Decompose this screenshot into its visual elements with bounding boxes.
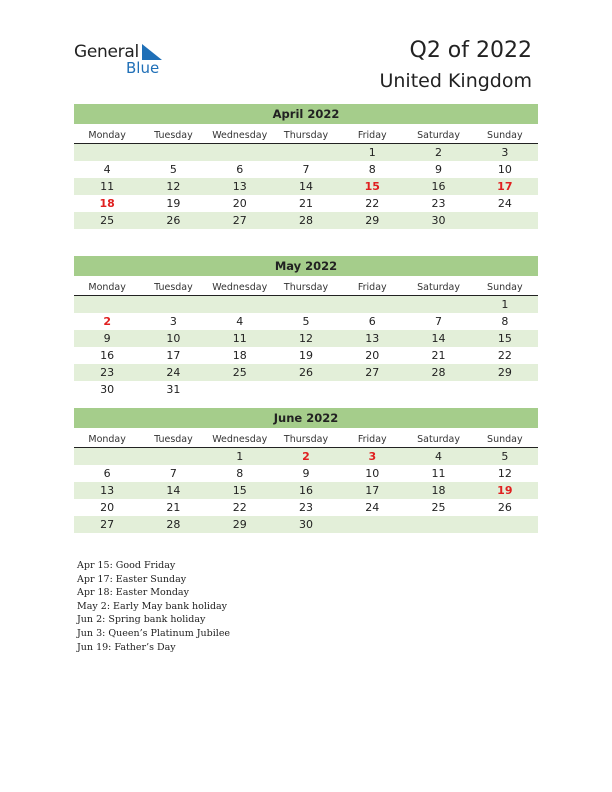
day-cell: 26 — [298, 366, 313, 379]
day-cell: 29 — [497, 366, 512, 379]
weekday-row — [74, 279, 538, 296]
day-cell: 9 — [435, 163, 443, 176]
day-cell: 4 — [435, 450, 443, 463]
day-cell — [140, 296, 206, 313]
week-row — [74, 448, 538, 465]
weekday-label: Friday — [357, 130, 387, 141]
holiday-note: Apr 15: Good Friday — [77, 560, 176, 571]
day-cell: 10 — [497, 163, 512, 176]
week-row — [74, 144, 538, 161]
page-subtitle: United Kingdom — [379, 70, 532, 92]
day-cell: 23 — [100, 366, 115, 379]
day-cell: 16 — [100, 349, 115, 362]
day-cell: 25 — [232, 366, 247, 379]
month-may — [74, 256, 538, 398]
week-row — [74, 296, 538, 313]
weekday-label: Tuesday — [154, 434, 193, 445]
week-row — [74, 195, 538, 212]
day-cell: 16 — [431, 180, 446, 193]
day-cell: 8 — [368, 163, 376, 176]
day-cell: 17 — [365, 484, 380, 497]
day-cell — [273, 144, 339, 161]
weekday-label: Wednesday — [212, 434, 268, 445]
day-cell: 12 — [497, 467, 512, 480]
holiday-note: Jun 3: Queen’s Platinum Jubilee — [77, 627, 231, 639]
day-cell: 21 — [166, 501, 181, 514]
day-cell: 2 — [302, 450, 310, 463]
day-cell: 8 — [501, 315, 509, 328]
day-cell: 3 — [501, 146, 509, 159]
day-cell — [207, 144, 273, 161]
week-row — [74, 364, 538, 381]
day-cell — [74, 448, 140, 465]
day-cell: 30 — [100, 383, 115, 396]
day-cell: 22 — [232, 501, 247, 514]
day-cell: 17 — [166, 349, 181, 362]
day-cell: 20 — [365, 349, 380, 362]
weekday-label: Friday — [357, 282, 387, 293]
day-cell: 23 — [431, 197, 446, 210]
page-title: Q2 of 2022 — [409, 38, 532, 63]
brand-word-blue: Blue — [126, 59, 160, 77]
day-cell — [472, 381, 538, 398]
week-row — [74, 381, 538, 398]
weekday-label: Monday — [88, 130, 126, 141]
day-cell: 17 — [497, 180, 513, 193]
weekday-label: Sunday — [487, 434, 523, 445]
day-cell: 11 — [100, 180, 115, 193]
day-cell: 27 — [100, 518, 115, 531]
day-cell: 4 — [103, 163, 111, 176]
day-cell: 1 — [501, 298, 509, 311]
day-cell: 19 — [298, 349, 313, 362]
day-cell: 3 — [368, 450, 377, 463]
day-cell: 15 — [497, 332, 512, 345]
day-cell: 5 — [501, 450, 509, 463]
day-cell: 25 — [431, 501, 446, 514]
day-cell: 2 — [103, 315, 111, 328]
day-cell: 14 — [298, 180, 313, 193]
week-row — [74, 499, 538, 516]
day-cell: 1 — [236, 450, 244, 463]
month-header: June 2022 — [74, 408, 538, 428]
day-cell: 24 — [166, 366, 181, 379]
day-cell: 15 — [364, 180, 380, 193]
weekday-label: Monday — [88, 282, 126, 293]
day-cell: 22 — [497, 349, 512, 362]
day-cell — [405, 381, 471, 398]
weekday-row — [74, 127, 538, 144]
day-cell: 6 — [103, 467, 111, 480]
day-cell: 6 — [236, 163, 244, 176]
day-cell: 12 — [298, 332, 313, 345]
day-cell — [207, 381, 273, 398]
day-cell: 5 — [169, 163, 177, 176]
day-cell: 18 — [232, 349, 247, 362]
day-cell: 13 — [365, 332, 380, 345]
month-header: April 2022 — [74, 104, 538, 124]
day-cell: 4 — [236, 315, 244, 328]
week-row — [74, 212, 538, 229]
day-cell: 10 — [166, 332, 181, 345]
day-cell: 7 — [169, 467, 177, 480]
brand-logo — [74, 42, 184, 78]
day-cell: 27 — [232, 214, 247, 227]
day-cell — [140, 144, 206, 161]
weekday-label: Monday — [88, 434, 126, 445]
day-cell — [140, 448, 206, 465]
day-cell — [472, 212, 538, 229]
day-cell: 12 — [166, 180, 181, 193]
day-cell: 3 — [169, 315, 177, 328]
day-cell: 9 — [103, 332, 111, 345]
day-cell — [339, 516, 405, 533]
day-cell: 18 — [99, 197, 115, 210]
day-cell: 13 — [232, 180, 247, 193]
holiday-notes — [77, 559, 230, 654]
day-cell — [405, 516, 471, 533]
day-cell: 21 — [298, 197, 313, 210]
weekday-label: Wednesday — [212, 130, 268, 141]
day-cell: 14 — [431, 332, 446, 345]
weekday-label: Sunday — [487, 282, 523, 293]
weekday-label: Saturday — [417, 282, 460, 293]
day-cell: 2 — [435, 146, 443, 159]
day-cell: 10 — [365, 467, 380, 480]
day-cell: 20 — [232, 197, 247, 210]
day-cell: 9 — [302, 467, 310, 480]
day-cell: 5 — [302, 315, 310, 328]
weekday-label: Wednesday — [212, 282, 268, 293]
day-cell: 31 — [166, 383, 181, 396]
day-cell: 25 — [100, 214, 115, 227]
week-row — [74, 347, 538, 364]
day-cell: 16 — [298, 484, 313, 497]
weekday-label: Thursday — [283, 130, 329, 141]
week-row — [74, 516, 538, 533]
day-cell: 27 — [365, 366, 380, 379]
day-cell: 30 — [431, 214, 446, 227]
day-cell: 28 — [298, 214, 313, 227]
day-cell: 14 — [166, 484, 181, 497]
week-row — [74, 482, 538, 499]
day-cell — [74, 296, 140, 313]
day-cell: 13 — [100, 484, 115, 497]
brand-triangle-icon — [142, 44, 162, 60]
day-cell — [339, 381, 405, 398]
weekday-label: Friday — [357, 434, 387, 445]
day-cell: 7 — [302, 163, 310, 176]
day-cell: 29 — [232, 518, 247, 531]
day-cell: 28 — [431, 366, 446, 379]
month-header: May 2022 — [74, 256, 538, 276]
day-cell: 23 — [298, 501, 313, 514]
week-row — [74, 178, 538, 195]
day-cell — [405, 296, 471, 313]
holiday-note: Jun 2: Spring bank holiday — [77, 614, 206, 626]
holiday-note: May 2: Early May bank holiday — [77, 600, 228, 612]
week-row — [74, 330, 538, 347]
day-cell: 20 — [100, 501, 115, 514]
day-cell: 15 — [232, 484, 247, 497]
brand-word-general: General — [74, 42, 139, 62]
day-cell: 11 — [431, 467, 446, 480]
month-june — [74, 408, 538, 533]
day-cell — [207, 296, 273, 313]
day-cell — [472, 516, 538, 533]
month-april — [74, 104, 538, 229]
week-row — [74, 161, 538, 178]
day-cell: 18 — [431, 484, 446, 497]
day-cell: 19 — [497, 484, 513, 497]
day-cell: 24 — [497, 197, 512, 210]
weekday-label: Saturday — [417, 130, 460, 141]
day-cell: 28 — [166, 518, 181, 531]
weekday-label: Thursday — [283, 282, 329, 293]
day-cell: 30 — [298, 518, 313, 531]
weekday-label: Tuesday — [154, 282, 193, 293]
day-cell: 21 — [431, 349, 446, 362]
day-cell: 26 — [497, 501, 512, 514]
weekday-label: Tuesday — [154, 130, 193, 141]
weekday-row — [74, 431, 538, 448]
day-cell — [339, 296, 405, 313]
day-cell: 19 — [166, 197, 181, 210]
holiday-note: Apr 17: Easter Sunday — [77, 573, 187, 585]
weekday-label: Sunday — [487, 130, 523, 141]
day-cell: 7 — [435, 315, 443, 328]
day-cell: 6 — [368, 315, 376, 328]
holiday-note: Jun 19: Father’s Day — [77, 641, 176, 653]
day-cell: 11 — [232, 332, 247, 345]
day-cell — [273, 381, 339, 398]
week-row — [74, 465, 538, 482]
day-cell — [74, 144, 140, 161]
day-cell: 26 — [166, 214, 181, 227]
day-cell: 24 — [365, 501, 380, 514]
holiday-note: Apr 18: Easter Monday — [77, 587, 189, 599]
week-row — [74, 313, 538, 330]
weekday-label: Saturday — [417, 434, 460, 445]
weekday-label: Thursday — [283, 434, 329, 445]
day-cell — [273, 296, 339, 313]
day-cell: 29 — [365, 214, 380, 227]
day-cell: 22 — [365, 197, 380, 210]
day-cell: 8 — [236, 467, 244, 480]
day-cell: 1 — [368, 146, 376, 159]
